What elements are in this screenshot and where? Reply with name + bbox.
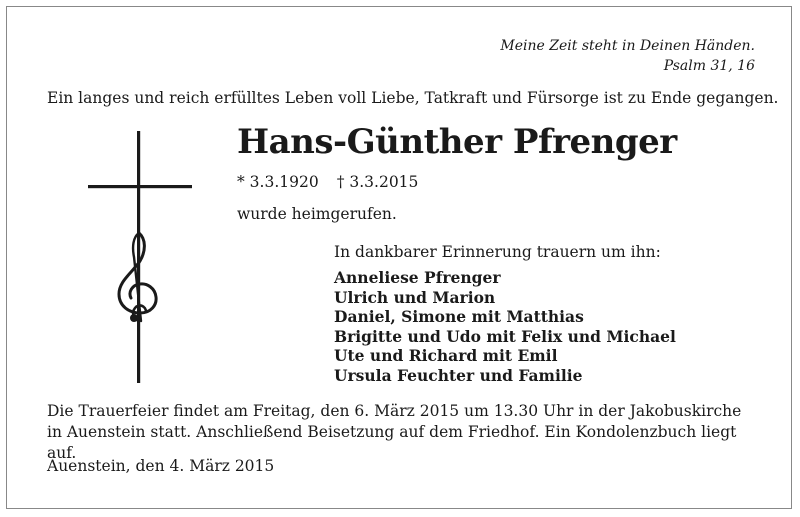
mourner-name: Daniel, Simone mit Matthias xyxy=(334,307,584,327)
mourners-list xyxy=(334,268,676,386)
deceased-name: Hans-Günther Pfrenger xyxy=(237,122,677,162)
bible-verse xyxy=(500,36,755,76)
mourner-name: Anneliese Pfrenger xyxy=(334,268,501,287)
bible-verse-reference: Psalm 31, 16 xyxy=(663,58,755,74)
bible-verse-text: Meine Zeit steht in Deinen Händen. xyxy=(500,38,755,54)
mourner-name: Ulrich und Marion xyxy=(334,287,496,307)
mourner-name: Brigitte und Udo mit Felix und Michael xyxy=(334,326,676,346)
funeral-service-info: Die Trauerfeier findet am Freitag, den 6. März 2015 um 13.30 Uhr in der Jakobuskirche in Auenstein statt. Anschließend Beisetzung auf dem Friedhof. Ein Kondolenzbuch liegt auf. xyxy=(47,402,742,462)
intro-text: Ein langes und reich erfülltes Leben voll Liebe, Tatkraft und Fürsorge ist zu Ende gegangen. xyxy=(47,89,779,107)
mourners-intro: In dankbarer Erinnerung trauern um ihn: xyxy=(334,243,661,261)
mourner-name: Ute und Richard mit Emil xyxy=(334,346,558,366)
place-and-date: Auenstein, den 4. März 2015 xyxy=(47,457,275,475)
birth-date: * 3.3.1920 xyxy=(237,173,319,191)
called-home-text: wurde heimgerufen. xyxy=(237,205,397,223)
life-dates xyxy=(237,173,418,191)
death-date: † 3.3.2015 xyxy=(336,173,419,191)
mourner-name: Ursula Feuchter und Familie xyxy=(334,365,583,385)
cross-with-treble-clef-icon xyxy=(86,131,194,383)
